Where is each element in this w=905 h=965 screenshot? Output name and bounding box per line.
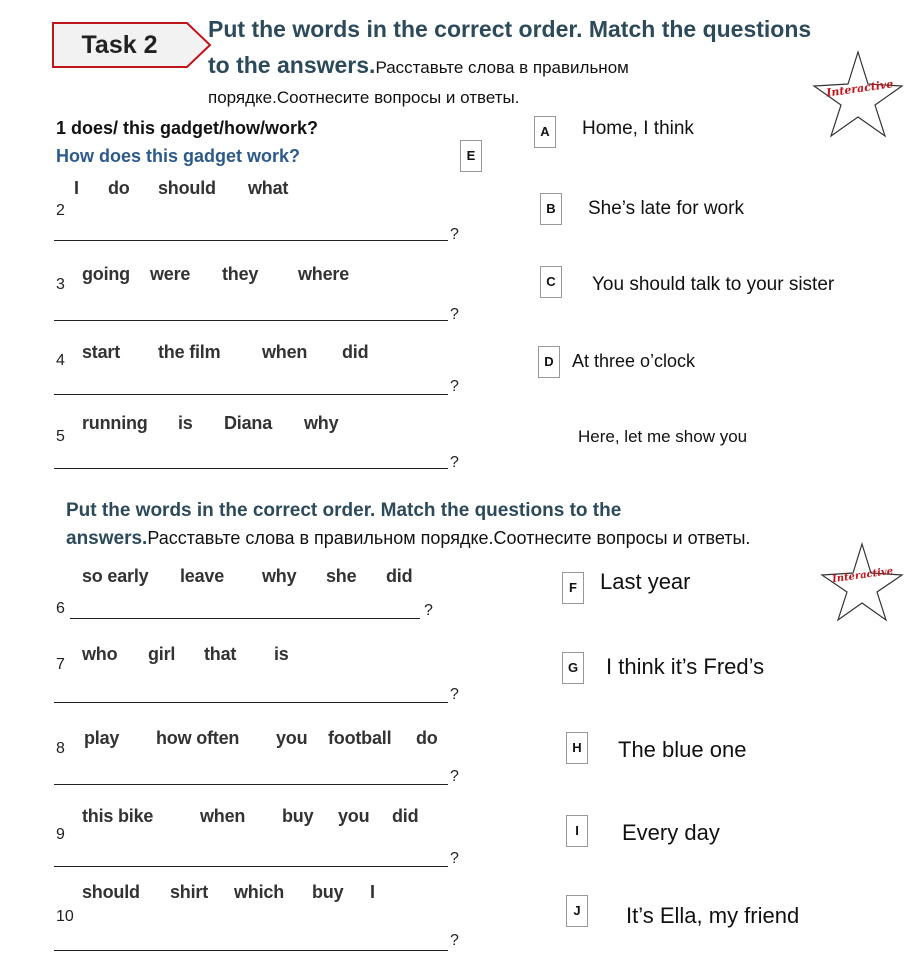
word: running <box>82 413 148 433</box>
instruction-line-3: порядке.Соотнесите вопросы и ответы. <box>208 88 520 107</box>
word: girl <box>148 644 176 664</box>
word: leave <box>180 566 225 586</box>
word: going <box>82 264 130 284</box>
answer-line-8[interactable] <box>54 784 448 785</box>
section2-instruction-line-1: Put the words in the correct order. Match the questions to the <box>66 500 622 521</box>
answer-letter-g: G <box>562 652 584 684</box>
word: what <box>248 178 289 198</box>
question-mark-10: ? <box>450 932 459 949</box>
word: you <box>338 806 370 826</box>
answer-text-d: At three o’clock <box>572 351 696 371</box>
example-answer: How does this gadget work? <box>56 146 301 166</box>
word: why <box>304 413 339 433</box>
answer-text-h: The blue one <box>618 737 747 762</box>
answer-letter-h: H <box>566 732 588 764</box>
item-number-4: 4 <box>56 352 65 369</box>
item-number-2: 2 <box>56 202 65 219</box>
answer-letter-a: A <box>534 116 556 148</box>
question-mark-9: ? <box>450 850 459 867</box>
question-mark-3: ? <box>450 306 459 323</box>
word: did <box>386 566 413 586</box>
word: shirt <box>170 882 209 902</box>
scrambled-words-3 <box>0 264 480 288</box>
word: she <box>326 566 357 586</box>
word: do <box>108 178 130 198</box>
instruction-line-1: Put the words in the correct order. Match the questions <box>208 16 812 42</box>
word: start <box>82 342 121 362</box>
answer-line-3[interactable] <box>54 320 448 321</box>
item-number-5: 5 <box>56 428 65 445</box>
answer-line-4[interactable] <box>54 394 448 395</box>
item-number-7: 7 <box>56 656 65 673</box>
answer-line-10[interactable] <box>54 950 448 951</box>
word: should <box>82 882 140 902</box>
answer-text-i: Every day <box>622 820 720 845</box>
word: is <box>178 413 193 433</box>
question-mark-7: ? <box>450 686 459 703</box>
answer-line-2[interactable] <box>54 240 448 241</box>
scrambled-words-4 <box>0 342 480 366</box>
interactive-star-badge <box>812 48 904 145</box>
task-title: Task 2 <box>81 31 158 59</box>
answer-text-c: You should talk to your sister <box>592 274 835 295</box>
word: should <box>158 178 216 198</box>
answer-line-6[interactable] <box>70 618 420 619</box>
question-mark-4: ? <box>450 378 459 395</box>
answer-letter-c: C <box>540 266 562 298</box>
answer-letter-d: D <box>538 346 560 378</box>
star-label: Interactive <box>831 565 894 586</box>
answer-text-a: Home, I think <box>582 118 694 139</box>
word: I <box>370 882 375 902</box>
scrambled-words-8 <box>0 728 480 752</box>
answer-text-e: Here, let me show you <box>578 427 748 446</box>
word: that <box>204 644 237 664</box>
item-number-8: 8 <box>56 740 65 757</box>
word: is <box>274 644 289 664</box>
section2-instruction-en: answers. <box>66 528 148 549</box>
word: how often <box>156 728 240 748</box>
word: you <box>276 728 308 748</box>
answer-text-f: Last year <box>600 569 691 594</box>
interactive-star-badge-2 <box>820 540 904 629</box>
word: when <box>200 806 246 826</box>
answer-text-j: It’s Ella, my friend <box>626 903 800 928</box>
example-match-box[interactable]: E <box>460 140 482 172</box>
scrambled-words-7 <box>0 644 480 668</box>
scrambled-words-6 <box>0 566 480 590</box>
section2-instruction-line-2 <box>66 528 750 550</box>
star-label: Interactive <box>825 77 895 100</box>
word: football <box>328 728 392 748</box>
question-mark-2: ? <box>450 226 459 243</box>
word: when <box>262 342 308 362</box>
question-mark-8: ? <box>450 768 459 785</box>
answer-text-b: She’s late for work <box>588 198 744 219</box>
section2-instruction-ru: Расставьте слова в правильном порядке.Соотнесите вопросы и ответы. <box>147 528 751 548</box>
scrambled-words-9 <box>0 806 480 830</box>
example-question: 1 does/ this gadget/how/work? <box>56 118 319 138</box>
answer-letter-f: F <box>562 572 584 604</box>
question-mark-6: ? <box>424 602 433 619</box>
word: buy <box>312 882 344 902</box>
word: buy <box>282 806 314 826</box>
word: do <box>416 728 438 748</box>
answer-letter-b: B <box>540 193 562 225</box>
word: I <box>74 178 79 198</box>
answer-line-5[interactable] <box>54 468 448 469</box>
question-mark-5: ? <box>450 454 459 471</box>
item-number-9: 9 <box>56 826 65 843</box>
word: were <box>150 264 191 284</box>
answer-letter-j: J <box>566 895 588 927</box>
answer-text-g: I think it’s Fred’s <box>606 654 765 679</box>
word: so early <box>82 566 149 586</box>
scrambled-words-2 <box>0 178 480 202</box>
item-number-10: 10 <box>56 908 74 925</box>
instruction-line-2-en: to the answers. <box>208 52 376 78</box>
word: did <box>342 342 369 362</box>
instruction-line-2-ru: Расставьте слова в правильном <box>375 58 629 77</box>
answer-letter-i: I <box>566 815 588 847</box>
word: they <box>222 264 259 284</box>
scrambled-words-5 <box>0 413 480 437</box>
item-number-6: 6 <box>56 600 65 617</box>
word: who <box>82 644 118 664</box>
answer-line-9[interactable] <box>54 866 448 867</box>
word: why <box>262 566 297 586</box>
word: this bike <box>82 806 154 826</box>
word: which <box>234 882 285 902</box>
task-label-tag <box>52 22 212 68</box>
item-number-3: 3 <box>56 276 65 293</box>
word: did <box>392 806 419 826</box>
word: where <box>298 264 350 284</box>
scrambled-words-10 <box>0 882 480 906</box>
word: play <box>84 728 120 748</box>
instruction-line-2 <box>208 52 629 79</box>
word: Diana <box>224 413 273 433</box>
answer-line-7[interactable] <box>54 702 448 703</box>
word: the film <box>158 342 221 362</box>
